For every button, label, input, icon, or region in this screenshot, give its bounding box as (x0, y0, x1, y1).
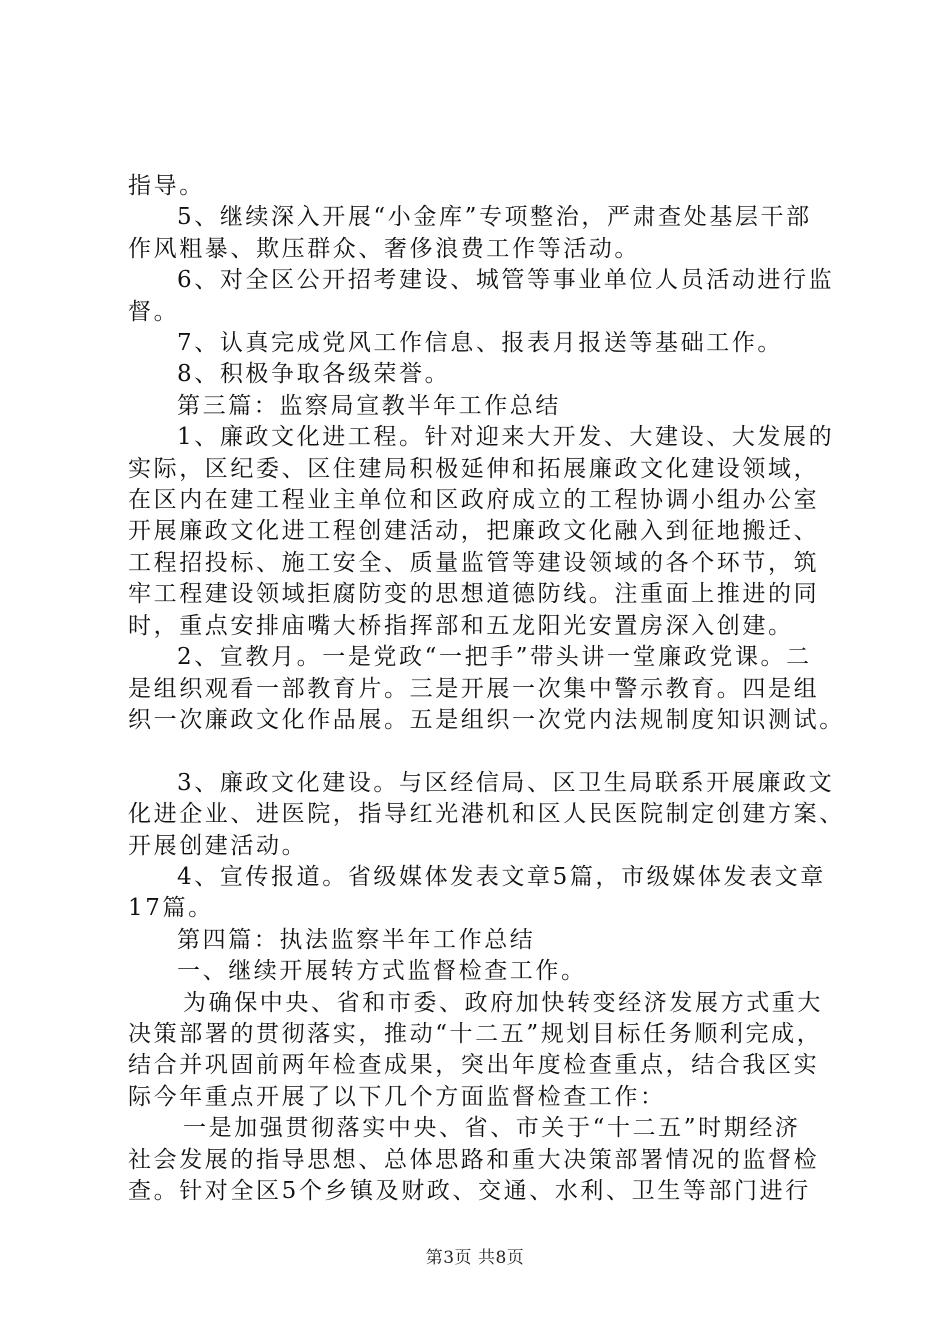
paragraph-line: 指导。 (128, 173, 205, 199)
paragraph-line: 5、继续深入开展“小金库”专项整治，严肃查处基层干部 (177, 204, 812, 231)
paragraph-line: 结合并巩固前两年检查成果，突出年度检查重点，结合我区实 (128, 1052, 820, 1079)
paragraph-line: 作风粗暴、欺压群众、奢侈浪费工作等活动。 (128, 235, 640, 262)
paragraph-line: 2、宣教月。一是党政“一把手”带头讲一堂廉政党课。二 (177, 644, 812, 671)
paragraph-line: 社会发展的指导思想、总体思路和重大决策部署情况的监督检 (128, 1146, 820, 1173)
paragraph-line: 1、廉政文化进工程。针对迎来大开发、大建设、大发展的 (177, 424, 835, 451)
paragraph-line: 时，重点安排庙嘴大桥指挥部和五龙阳光安置房深入创建。 (128, 612, 794, 639)
paragraph-line: 督。 (128, 298, 180, 325)
paragraph-line: 一是加强贯彻落实中央、省、市关于“十二五”时期经济 (183, 1115, 801, 1142)
page-number-footer: 第3页 共8页 (425, 1248, 525, 1268)
paragraph-line: 查。针对全区5个乡镇及财政、交通、水利、卫生等部门进行 (128, 1177, 811, 1204)
paragraph-line: 4、宣传报道。省级媒体发表文章5篇，市级媒体发表文章 (177, 863, 826, 890)
paragraph-line: 化进企业、进医院，指导红光港机和区人民医院制定创建方案、 (128, 801, 845, 828)
paragraph-line: 开展创建活动。 (128, 832, 308, 859)
paragraph-line: 决策部署的贯彻落实，推动“十二五”规划目标任务顺利完成， (128, 1020, 823, 1047)
section-heading: 第三篇：监察局宣教半年工作总结 (177, 392, 561, 419)
blank-line (128, 736, 836, 767)
paragraph-line: 织一次廉政文化作品展。五是组织一次党内法规制度知识测试。 (128, 706, 845, 733)
paragraph-line: 实际，区纪委、区住建局积极延伸和拓展廉政文化建设领域， (128, 455, 820, 482)
paragraph-line: 3、廉政文化建设。与区经信局、区卫生局联系开展廉政文 (177, 769, 835, 796)
paragraph-line: 17篇。 (128, 895, 214, 922)
subsection-heading: 一、继续开展转方式监督检查工作。 (177, 958, 587, 985)
paragraph-line: 8、积极争取各级荣誉。 (177, 361, 451, 388)
paragraph-line: 工程招投标、施工安全、质量监管等建设领域的各个环节，筑 (128, 549, 820, 576)
document-body (128, 171, 845, 1207)
paragraph-line: 6、对全区公开招考建设、城管等事业单位人员活动进行监 (177, 267, 835, 294)
paragraph-line: 在区内在建工程业主单位和区政府成立的工程协调小组办公室 (128, 487, 820, 514)
paragraph-line: 7、认真完成党风工作信息、报表月报送等基础工作。 (177, 330, 784, 357)
paragraph-line: 牢工程建设领域拒腐防变的思想道德防线。注重面上推进的同 (128, 581, 820, 608)
paragraph-line: 开展廉政文化进工程创建活动，把廉政文化融入到征地搬迁、 (128, 518, 820, 545)
paragraph-line: 际今年重点开展了以下几个方面监督检查工作： (128, 1083, 666, 1110)
paragraph-line: 是组织观看一部教育片。三是开展一次集中警示教育。四是组 (128, 675, 820, 702)
section-heading: 第四篇：执法监察半年工作总结 (177, 926, 536, 953)
paragraph-line: 为确保中央、省和市委、政府加快转变经济发展方式重大 (183, 989, 823, 1016)
